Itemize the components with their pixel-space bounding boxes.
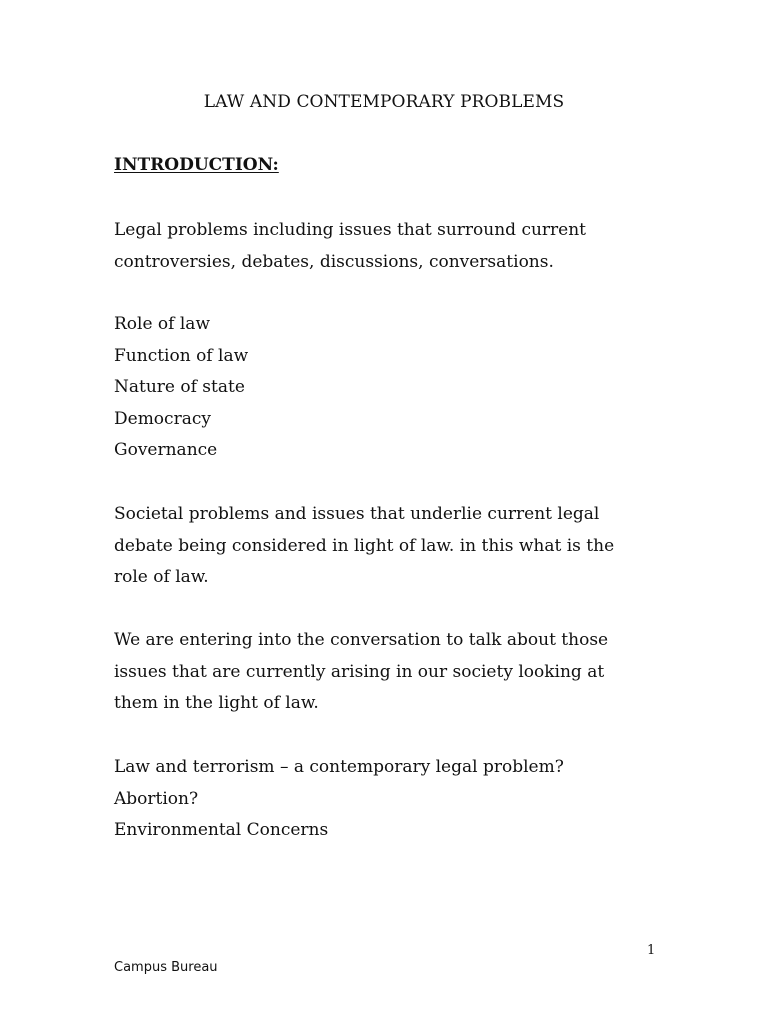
paragraph-line: role of law. [114, 567, 209, 588]
societal-paragraph [114, 499, 674, 594]
section-heading: INTRODUCTION: [114, 155, 279, 175]
intro-paragraph [114, 215, 674, 278]
paragraph-line: Societal problems and issues that underlie current legal [114, 504, 600, 524]
paragraph-line: We are entering into the conversation to talk about those [114, 630, 609, 650]
topic-item: Democracy [114, 408, 211, 429]
paragraph-line: controversies, debates, discussions, conversations. [114, 251, 554, 272]
document-title: LAW AND CONTEMPORARY PROBLEMS [203, 92, 565, 112]
conversation-paragraph [114, 625, 674, 720]
footer-source: Campus Bureau [114, 960, 218, 975]
paragraph-line: debate being considered in light of law. in this what is the [114, 535, 615, 556]
topic-item: Nature of state [114, 377, 245, 398]
question-item: Environmental Concerns [114, 820, 329, 841]
topics-list [114, 309, 674, 467]
topic-item: Function of law [114, 345, 249, 366]
paragraph-line: Legal problems including issues that surround current [114, 220, 587, 240]
topic-item: Governance [114, 440, 218, 461]
page-number: 1 [647, 943, 656, 958]
question-item: Law and terrorism – a contemporary legal problem? [114, 757, 564, 777]
paragraph-line: issues that are currently arising in our society looking at [114, 661, 605, 682]
topic-item: Role of law [114, 314, 210, 334]
questions-list [114, 752, 674, 847]
question-item: Abortion? [114, 788, 199, 809]
paragraph-line: them in the light of law. [114, 693, 319, 714]
